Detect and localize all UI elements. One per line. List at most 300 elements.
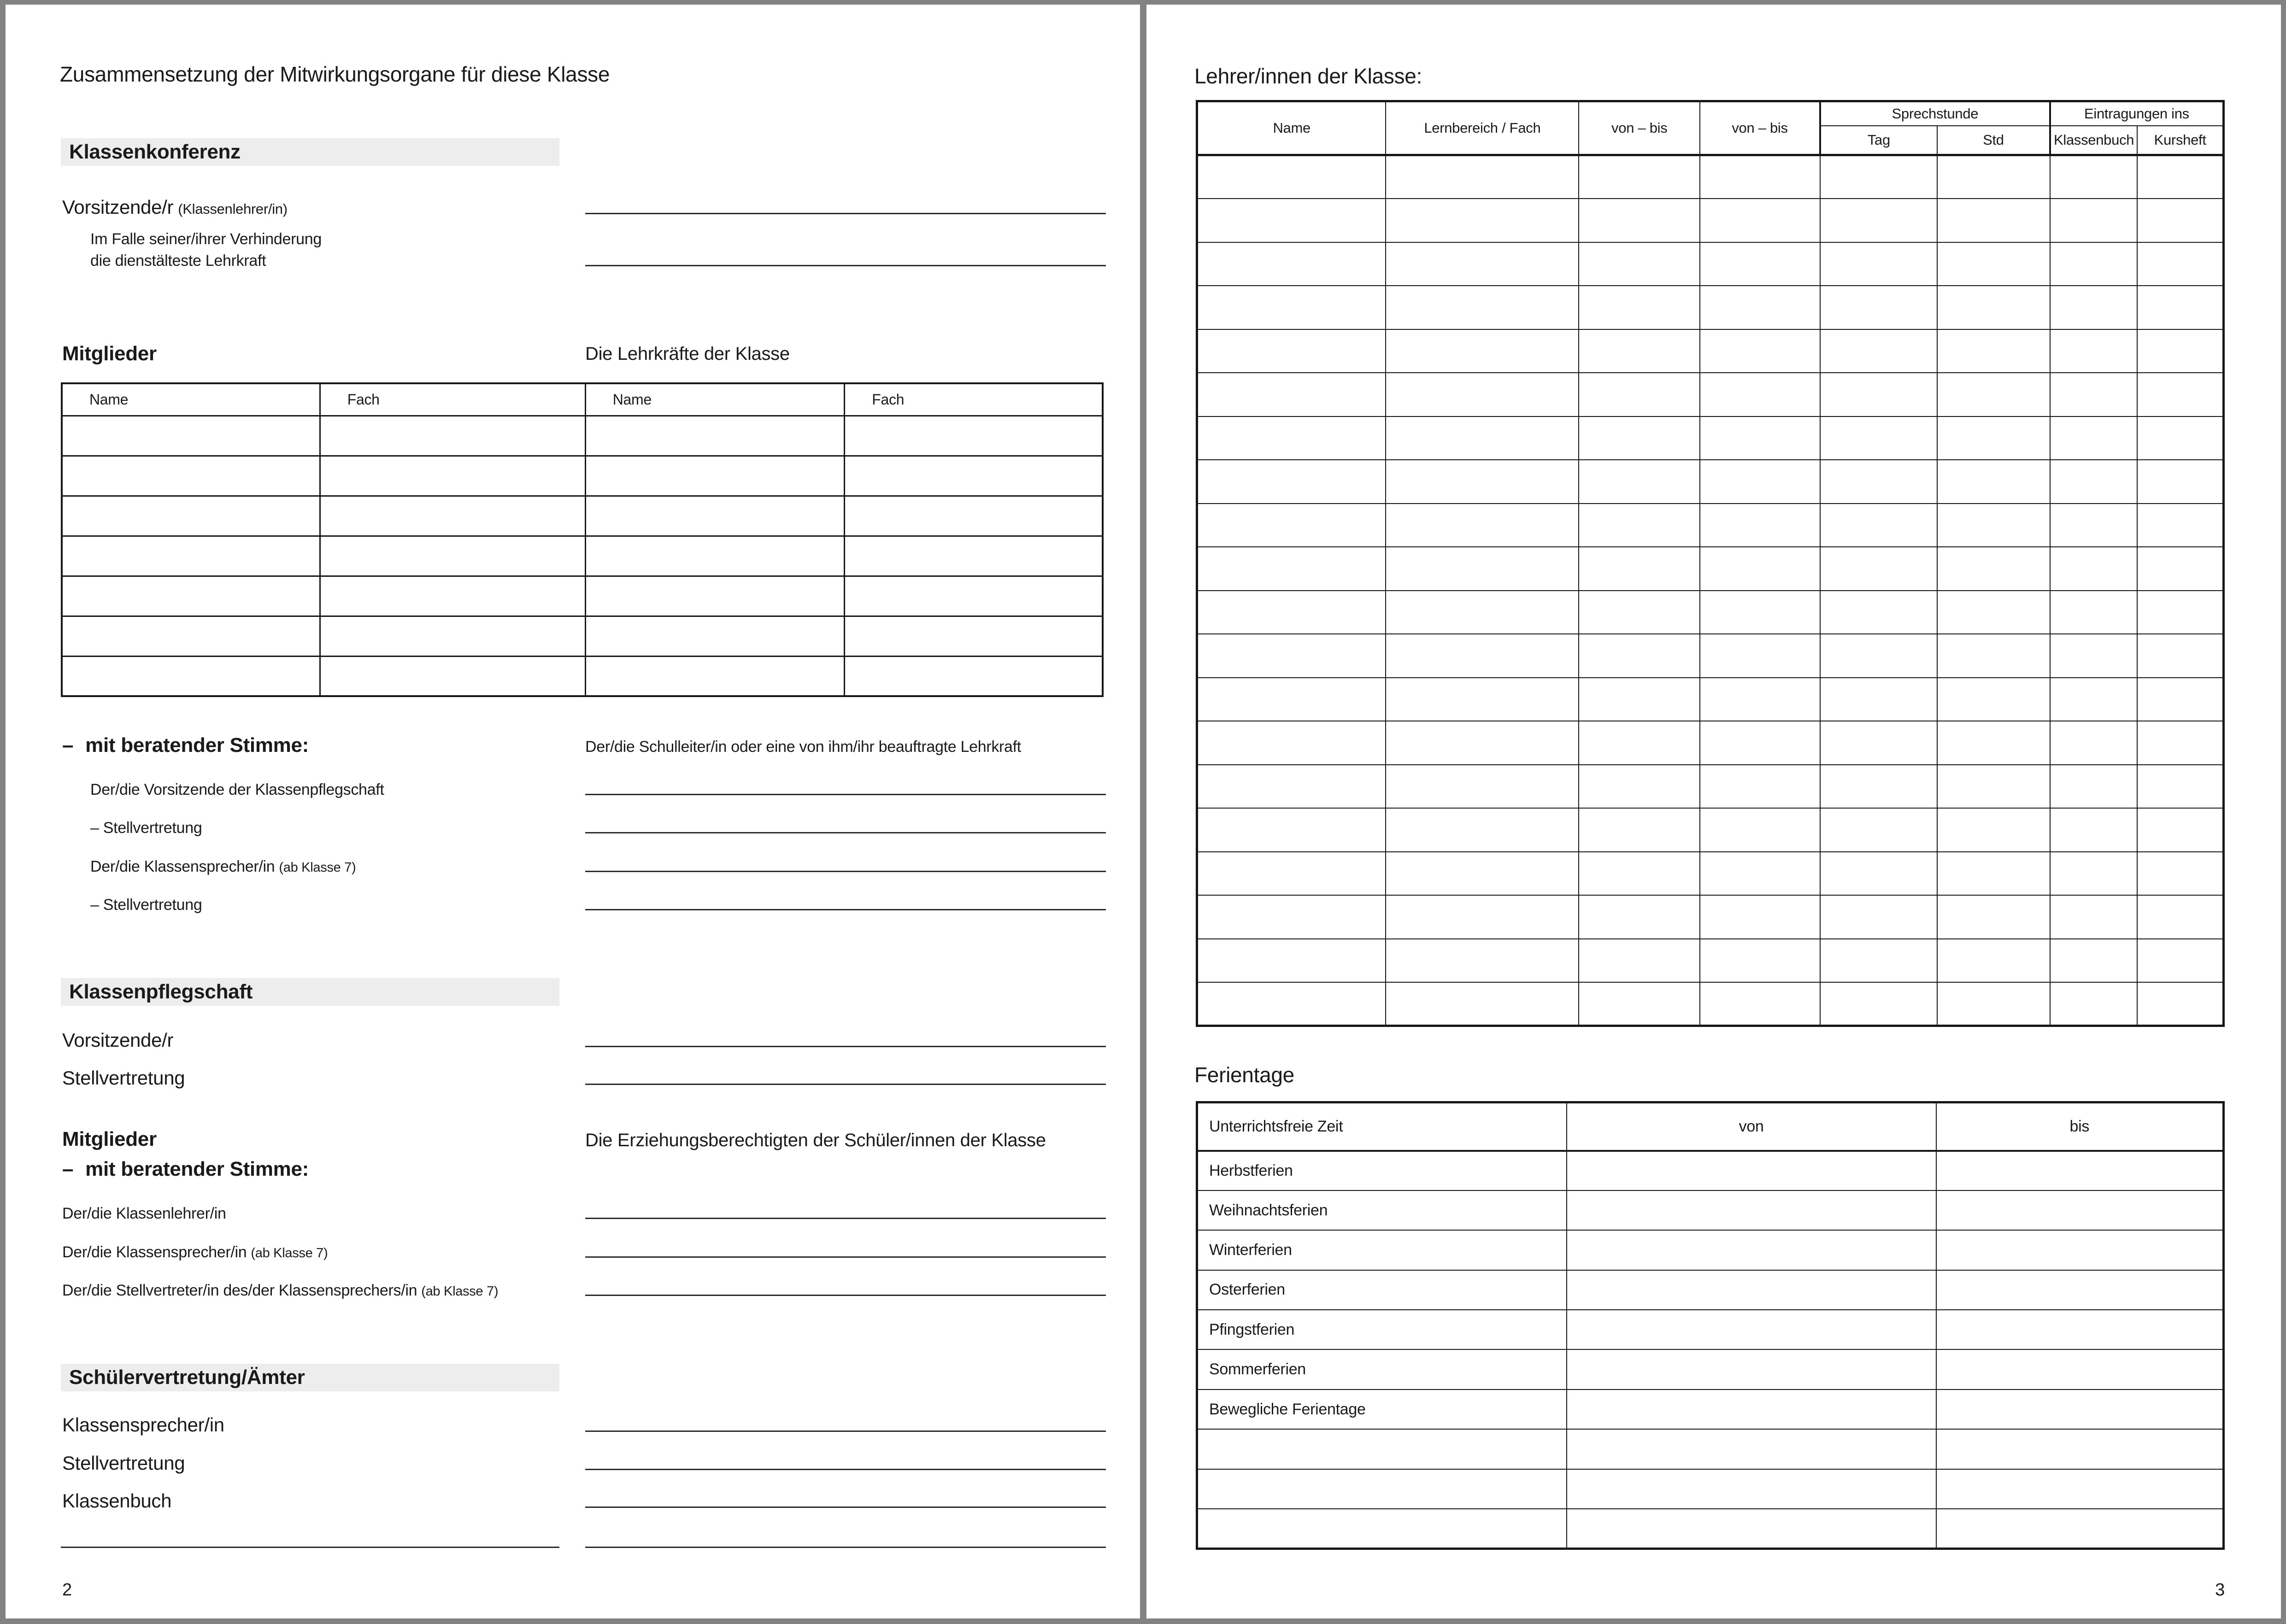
empty-cell	[1197, 547, 1386, 591]
empty-cell	[62, 456, 320, 496]
empty-cell	[585, 576, 844, 616]
empty-cell	[1579, 547, 1700, 591]
empty-cell	[1567, 1509, 1936, 1548]
empty-cell	[1386, 591, 1579, 634]
empty-cell	[845, 536, 1103, 576]
empty-cell	[1386, 634, 1579, 678]
empty-cell	[2137, 286, 2223, 329]
empty-cell	[1937, 591, 2050, 634]
members-table-header-row	[62, 383, 1103, 416]
advisory-right-label: Der/die Schulleiter/in oder eine von ihm/ihr beauftragte Lehrkraft	[585, 738, 1021, 756]
advisory-item	[62, 1243, 328, 1261]
empty-cell	[1820, 678, 1937, 721]
empty-cell	[1197, 982, 1386, 1026]
col-header-name: Name	[1197, 101, 1386, 155]
empty-cell	[1937, 460, 2050, 504]
empty-cell	[845, 496, 1103, 536]
empty-cell	[1197, 808, 1386, 852]
empty-cell	[1820, 199, 1937, 242]
col-header-std: Std	[1937, 126, 2050, 155]
empty-cell	[2137, 852, 2223, 896]
empty-cell	[1197, 721, 1386, 765]
table-row	[1197, 286, 2224, 329]
table-row	[1197, 982, 2224, 1026]
empty-cell	[1937, 329, 2050, 373]
answer-line	[585, 1469, 1106, 1470]
ferientage-table-wrap	[1196, 1101, 2225, 1550]
empty-cell	[585, 496, 844, 536]
empty-cell	[1937, 242, 2050, 286]
advisory-heading	[62, 734, 309, 757]
empty-cell	[1937, 504, 2050, 547]
empty-cell	[845, 416, 1103, 456]
table-row	[1197, 1230, 2224, 1270]
empty-cell	[2050, 765, 2137, 809]
empty-cell	[1197, 852, 1386, 896]
empty-cell	[1579, 591, 1700, 634]
table-row	[1197, 852, 2224, 896]
empty-cell	[320, 576, 585, 616]
empty-cell	[1197, 504, 1386, 547]
col-header-lernbereich-fach: Lernbereich / Fach	[1386, 101, 1579, 155]
empty-cell	[1386, 155, 1579, 199]
empty-cell	[320, 536, 585, 576]
deputy-label: Stellvertretung	[62, 1067, 185, 1089]
absence-note	[90, 229, 505, 272]
empty-cell	[62, 496, 320, 536]
empty-cell	[585, 416, 844, 456]
empty-cell	[585, 616, 844, 656]
empty-cell	[2137, 547, 2223, 591]
absence-note-line1: Im Falle seiner/ihrer Verhinderung	[90, 230, 322, 248]
empty-cell	[1567, 1469, 1936, 1509]
empty-cell	[1197, 591, 1386, 634]
members-right-label: Die Erziehungsberechtigten der Schüler/innen der Klasse	[585, 1130, 1046, 1150]
empty-cell	[2137, 329, 2223, 373]
empty-cell	[1820, 460, 1937, 504]
chair-note: (Klassenlehrer/in)	[178, 201, 288, 217]
answer-line	[585, 1547, 1106, 1548]
empty-cell	[845, 576, 1103, 616]
answer-line	[585, 909, 1106, 910]
empty-cell	[1936, 1349, 2224, 1389]
empty-cell	[1820, 155, 1937, 199]
empty-cell	[1579, 765, 1700, 809]
empty-cell	[2137, 634, 2223, 678]
empty-cell	[1567, 1349, 1936, 1389]
empty-cell	[1937, 373, 2050, 416]
empty-cell	[1579, 286, 1700, 329]
empty-cell	[2050, 199, 2137, 242]
empty-cell	[2050, 155, 2137, 199]
empty-cell	[1700, 634, 1820, 678]
col-header-von-bis: von – bis	[1579, 101, 1700, 155]
empty-cell	[320, 656, 585, 696]
table-row	[1197, 199, 2224, 242]
empty-cell	[2050, 329, 2137, 373]
answer-line	[585, 1046, 1106, 1047]
empty-cell	[1700, 721, 1820, 765]
empty-cell	[2137, 765, 2223, 809]
empty-cell	[2137, 895, 2223, 939]
members-table-wrap	[61, 382, 1104, 697]
table-row	[62, 656, 1103, 696]
answer-line	[585, 265, 1106, 266]
empty-cell	[1579, 982, 1700, 1026]
col-header-name: Name	[585, 383, 844, 416]
absence-note-line2: die dienstälteste Lehrkraft	[90, 252, 266, 270]
empty-cell	[1700, 329, 1820, 373]
empty-cell	[1700, 460, 1820, 504]
empty-cell	[585, 536, 844, 576]
advisory-item	[62, 1205, 230, 1223]
table-row	[1197, 329, 2224, 373]
empty-cell	[1820, 939, 1937, 983]
empty-cell	[1386, 286, 1579, 329]
empty-cell	[1937, 765, 2050, 809]
empty-cell	[1197, 373, 1386, 416]
section-heading-text: Schülervertretung/Ämter	[69, 1366, 305, 1389]
empty-cell	[2050, 634, 2137, 678]
empty-cell	[1937, 852, 2050, 896]
empty-cell	[2137, 155, 2223, 199]
advisory-item-note: (ab Klasse 7)	[279, 860, 356, 875]
empty-cell	[1820, 504, 1937, 547]
empty-cell	[2050, 678, 2137, 721]
advisory-item	[90, 858, 356, 876]
empty-cell	[1386, 460, 1579, 504]
holiday-label: Sommerferien	[1197, 1349, 1567, 1389]
empty-cell	[1820, 416, 1937, 460]
empty-cell	[1700, 852, 1820, 896]
table-row	[62, 456, 1103, 496]
col-header-unterrichtsfreie-zeit: Unterrichtsfreie Zeit	[1197, 1102, 1567, 1151]
table-row	[1197, 808, 2224, 852]
empty-cell	[1700, 591, 1820, 634]
empty-cell	[2137, 504, 2223, 547]
advisory-item-text: Der/die Klassensprecher/in	[62, 1243, 247, 1261]
members-heading: Mitglieder	[62, 1128, 157, 1150]
empty-cell	[1567, 1389, 1936, 1429]
empty-cell	[1197, 199, 1386, 242]
holiday-label	[1197, 1429, 1567, 1469]
empty-cell	[1386, 678, 1579, 721]
empty-cell	[1567, 1429, 1936, 1469]
members-right-label: Die Lehrkräfte der Klasse	[585, 344, 790, 364]
answer-line	[585, 213, 1106, 214]
table-row	[62, 576, 1103, 616]
table-row	[62, 536, 1103, 576]
empty-cell	[1936, 1310, 2224, 1349]
empty-cell	[1567, 1310, 1936, 1349]
page-title: Lehrer/innen der Klasse:	[1194, 64, 1422, 88]
empty-cell	[1579, 678, 1700, 721]
empty-cell	[2137, 808, 2223, 852]
empty-cell	[2050, 808, 2137, 852]
empty-cell	[2050, 895, 2137, 939]
empty-cell	[2050, 242, 2137, 286]
empty-cell	[320, 496, 585, 536]
empty-cell	[1937, 721, 2050, 765]
table-row	[1197, 591, 2224, 634]
page-number: 2	[62, 1580, 72, 1600]
col-header-klassenbuch: Klassenbuch	[2050, 126, 2137, 155]
group-header-eintragungen: Eintragungen ins	[2050, 101, 2224, 126]
holiday-label: Osterferien	[1197, 1270, 1567, 1310]
empty-cell	[2050, 504, 2137, 547]
advisory-heading-text: mit beratender Stimme:	[85, 734, 309, 756]
empty-cell	[1197, 634, 1386, 678]
col-header-tag: Tag	[1820, 126, 1937, 155]
empty-cell	[1700, 199, 1820, 242]
empty-cell	[320, 416, 585, 456]
empty-cell	[1386, 721, 1579, 765]
empty-cell	[845, 456, 1103, 496]
empty-cell	[1820, 242, 1937, 286]
empty-cell	[1700, 982, 1820, 1026]
group-header-sprechstunde: Sprechstunde	[1820, 101, 2050, 126]
holiday-label	[1197, 1469, 1567, 1509]
section-heading-text: Klassenkonferenz	[69, 141, 241, 163]
empty-cell	[1579, 939, 1700, 983]
table-row	[1197, 504, 2224, 547]
answer-line	[585, 1218, 1106, 1219]
empty-cell	[1937, 808, 2050, 852]
col-header-name: Name	[62, 383, 320, 416]
empty-cell	[62, 656, 320, 696]
holiday-label: Bewegliche Ferientage	[1197, 1389, 1567, 1429]
advisory-item-text: Der/die Vorsitzende der Klassenpflegschaft	[90, 781, 384, 798]
advisory-item	[90, 896, 206, 914]
table-row	[1197, 678, 2224, 721]
empty-cell	[1936, 1190, 2224, 1230]
empty-cell	[1820, 329, 1937, 373]
ferientage-table	[1196, 1101, 2225, 1550]
dash: –	[62, 734, 74, 756]
empty-cell	[1937, 199, 2050, 242]
empty-cell	[1579, 373, 1700, 416]
empty-cell	[1197, 329, 1386, 373]
empty-cell	[1700, 547, 1820, 591]
page-left	[6, 5, 1140, 1618]
empty-cell	[320, 456, 585, 496]
empty-cell	[1937, 678, 2050, 721]
empty-cell	[1820, 373, 1937, 416]
table-row	[1197, 1310, 2224, 1349]
table-row	[1197, 1469, 2224, 1509]
empty-cell	[1700, 416, 1820, 460]
members-heading: Mitglieder	[62, 342, 157, 365]
empty-cell	[1936, 1270, 2224, 1310]
table-row	[62, 416, 1103, 456]
empty-cell	[1937, 982, 2050, 1026]
col-header-kursheft: Kursheft	[2137, 126, 2223, 155]
ferientage-header-row	[1197, 1102, 2224, 1151]
table-row	[1197, 895, 2224, 939]
section-header-schuelervertretung	[61, 1364, 559, 1391]
empty-cell	[1937, 286, 2050, 329]
section-header-klassenpflegschaft	[61, 978, 559, 1006]
holiday-label	[1197, 1509, 1567, 1548]
empty-cell	[2050, 721, 2137, 765]
empty-cell	[1700, 373, 1820, 416]
empty-cell	[1820, 982, 1937, 1026]
empty-cell	[2137, 721, 2223, 765]
empty-cell	[1936, 1151, 2224, 1190]
empty-cell	[62, 616, 320, 656]
table-row	[1197, 242, 2224, 286]
holiday-label: Winterferien	[1197, 1230, 1567, 1270]
table-row	[1197, 939, 2224, 983]
empty-cell	[1936, 1469, 2224, 1509]
empty-cell	[320, 616, 585, 656]
empty-cell	[1820, 808, 1937, 852]
empty-cell	[1700, 504, 1820, 547]
section-heading-text: Klassenpflegschaft	[69, 980, 253, 1003]
empty-cell	[2137, 939, 2223, 983]
empty-cell	[1386, 547, 1579, 591]
empty-cell	[1937, 416, 2050, 460]
page-number: 3	[2215, 1580, 2225, 1600]
table-row	[1197, 1190, 2224, 1230]
empty-cell	[2050, 939, 2137, 983]
empty-cell	[1936, 1389, 2224, 1429]
empty-cell	[2050, 416, 2137, 460]
empty-cell	[1820, 634, 1937, 678]
table-row	[1197, 1151, 2224, 1190]
col-header-bis: bis	[1936, 1102, 2224, 1151]
empty-cell	[1937, 634, 2050, 678]
advisory-item-text: – Stellvertretung	[90, 896, 202, 914]
empty-cell	[2137, 373, 2223, 416]
empty-cell	[1937, 895, 2050, 939]
chair-label: Vorsitzende/r	[62, 196, 174, 218]
empty-cell	[1386, 765, 1579, 809]
ferientage-heading: Ferientage	[1194, 1063, 1294, 1087]
table-row	[1197, 721, 2224, 765]
chair-row	[62, 196, 288, 218]
empty-cell	[1386, 895, 1579, 939]
empty-cell	[1579, 895, 1700, 939]
table-row	[1197, 1389, 2224, 1429]
empty-cell	[1579, 504, 1700, 547]
answer-line	[585, 1084, 1106, 1085]
col-header-von-bis: von – bis	[1700, 101, 1820, 155]
answer-line	[585, 1431, 1106, 1432]
empty-cell	[1937, 155, 2050, 199]
holiday-label: Herbstferien	[1197, 1151, 1567, 1190]
empty-cell	[1386, 504, 1579, 547]
empty-cell	[1567, 1190, 1936, 1230]
empty-cell	[2137, 678, 2223, 721]
empty-cell	[1820, 721, 1937, 765]
empty-cell	[1197, 765, 1386, 809]
empty-cell	[1197, 678, 1386, 721]
col-header-von: von	[1567, 1102, 1936, 1151]
empty-cell	[1386, 199, 1579, 242]
advisory-item-text: Der/die Klassenlehrer/in	[62, 1205, 226, 1222]
advisory-heading	[62, 1158, 309, 1181]
empty-cell	[1579, 808, 1700, 852]
empty-cell	[1579, 460, 1700, 504]
chair-label: Vorsitzende/r	[62, 1029, 174, 1051]
empty-cell	[1700, 678, 1820, 721]
empty-cell	[1936, 1230, 2224, 1270]
answer-line	[585, 871, 1106, 872]
answer-line	[585, 832, 1106, 833]
table-row	[1197, 1429, 2224, 1469]
empty-cell	[1700, 765, 1820, 809]
empty-cell	[1567, 1151, 1936, 1190]
empty-cell	[62, 536, 320, 576]
empty-cell	[2137, 591, 2223, 634]
empty-cell	[1386, 852, 1579, 896]
empty-cell	[585, 656, 844, 696]
table-row	[62, 496, 1103, 536]
table-row	[1197, 547, 2224, 591]
empty-cell	[1820, 591, 1937, 634]
office-label: Klassensprecher/in	[62, 1414, 224, 1436]
dash: –	[62, 1158, 74, 1180]
table-row	[1197, 416, 2224, 460]
empty-cell	[1579, 634, 1700, 678]
answer-line	[585, 1507, 1106, 1508]
empty-cell	[1197, 939, 1386, 983]
advisory-item-text: Der/die Stellvertreter/in des/der Klassensprechers/in	[62, 1282, 417, 1299]
page-title: Zusammensetzung der Mitwirkungsorgane für diese Klasse	[60, 62, 610, 86]
advisory-item-note: (ab Klasse 7)	[251, 1246, 328, 1261]
advisory-heading-text: mit beratender Stimme:	[85, 1158, 309, 1180]
empty-cell	[1386, 939, 1579, 983]
office-label: Klassenbuch	[62, 1490, 172, 1512]
advisory-item	[90, 819, 206, 837]
table-row	[1197, 1509, 2224, 1548]
table-row	[1197, 460, 2224, 504]
empty-cell	[585, 456, 844, 496]
empty-cell	[2137, 460, 2223, 504]
empty-cell	[1386, 373, 1579, 416]
table-row	[1197, 373, 2224, 416]
teachers-header-group-row	[1197, 101, 2224, 126]
answer-line	[585, 1295, 1106, 1296]
empty-cell	[1936, 1429, 2224, 1469]
teachers-table-wrap	[1196, 100, 2225, 1027]
empty-cell	[2050, 982, 2137, 1026]
empty-cell	[2137, 199, 2223, 242]
table-row	[1197, 634, 2224, 678]
empty-cell	[2137, 242, 2223, 286]
empty-cell	[1579, 199, 1700, 242]
empty-cell	[1820, 765, 1937, 809]
empty-cell	[1386, 808, 1579, 852]
table-row	[62, 616, 1103, 656]
empty-cell	[2050, 547, 2137, 591]
col-header-fach: Fach	[320, 383, 585, 416]
holiday-label: Weihnachtsferien	[1197, 1190, 1567, 1230]
empty-cell	[1579, 721, 1700, 765]
empty-cell	[1197, 155, 1386, 199]
empty-cell	[1820, 895, 1937, 939]
advisory-item-note: (ab Klasse 7)	[421, 1284, 499, 1299]
empty-cell	[1820, 547, 1937, 591]
empty-cell	[1197, 242, 1386, 286]
empty-cell	[1579, 242, 1700, 286]
section-header-klassenkonferenz	[61, 138, 559, 166]
advisory-item-text: Der/die Klassensprecher/in	[90, 858, 275, 875]
empty-cell	[2050, 591, 2137, 634]
empty-cell	[1936, 1509, 2224, 1548]
empty-cell	[1386, 416, 1579, 460]
